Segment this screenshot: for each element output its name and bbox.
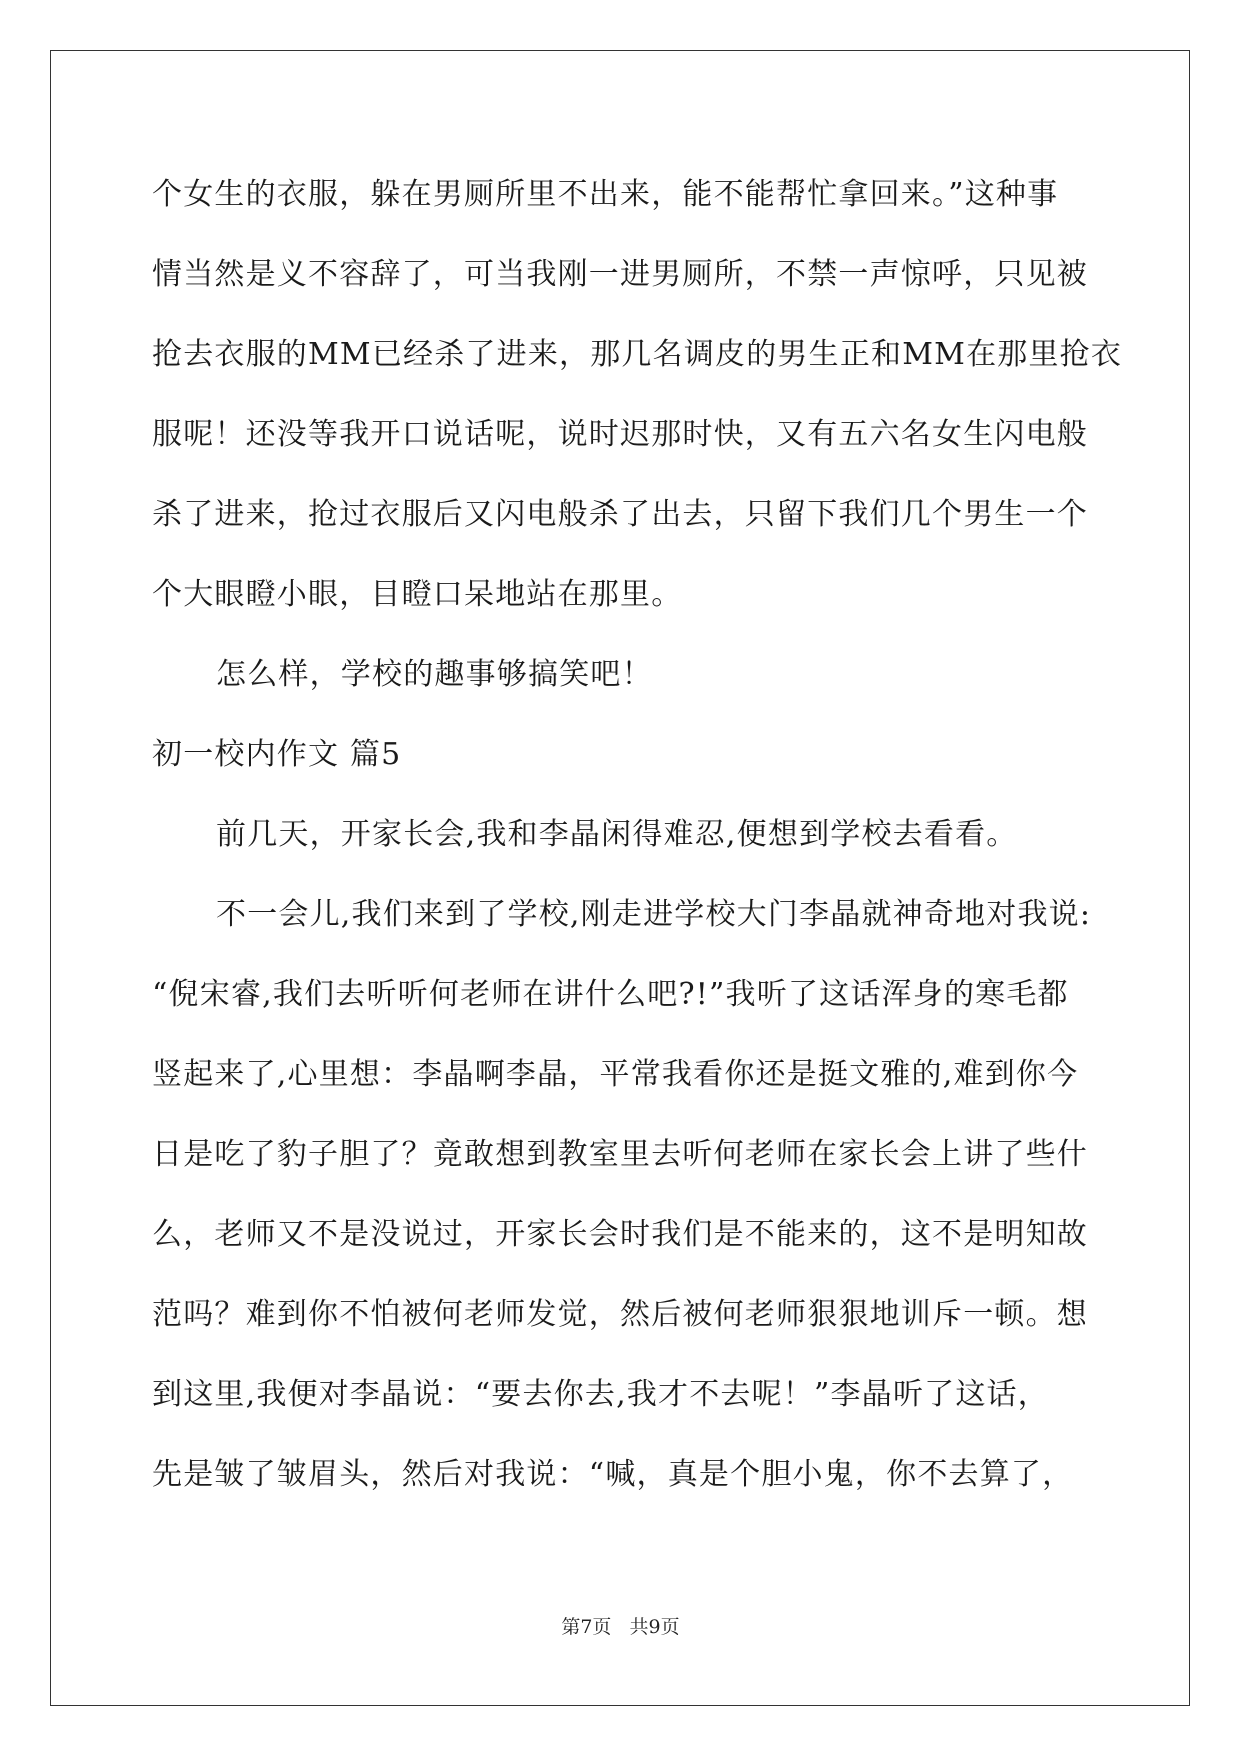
text-line: 范吗？难到你不怕被何老师发觉，然后被何老师狠狠地训斥一顿。想 xyxy=(152,1297,1088,1332)
section-heading: 初一校内作文 篇5 xyxy=(152,737,402,772)
text-line: 个大眼瞪小眼，目瞪口呆地站在那里。 xyxy=(152,577,683,612)
text-line: 不一会儿,我们来到了学校,刚走进学校大门李晶就神奇地对我说: xyxy=(216,897,1092,932)
text-line: 到这里,我便对李晶说：“要去你去,我才不去呢！”李晶听了这话， xyxy=(152,1377,1049,1412)
text-line: 先是皱了皱眉头，然后对我说：“喊，真是个胆小鬼，你不去算了， xyxy=(152,1457,1074,1492)
text-line: 情当然是义不容辞了，可当我刚一进男厕所，不禁一声惊呼，只见被 xyxy=(152,257,1088,292)
text-line: 服呢！还没等我开口说话呢，说时迟那时快，又有五六名女生闪电般 xyxy=(152,417,1088,452)
text-line: 怎么样，学校的趣事够搞笑吧！ xyxy=(216,657,653,692)
text-line: 竖起来了,心里想：李晶啊李晶，平常我看你还是挺文雅的,难到你今 xyxy=(152,1057,1079,1092)
document-body xyxy=(152,155,1123,1515)
text-line: 抢去衣服的MM已经杀了进来，那几名调皮的男生正和MM在那里抢衣 xyxy=(152,337,1123,372)
text-line: 么，老师又不是没说过，开家长会时我们是不能来的，这不是明知故 xyxy=(152,1217,1088,1252)
text-line: 杀了进来，抢过衣服后又闪电般杀了出去，只留下我们几个男生一个 xyxy=(152,497,1088,532)
page-number-footer: 第7页 共9页 xyxy=(561,1616,680,1638)
text-line: “倪宋睿,我们去听听何老师在讲什么吧?!”我听了这话浑身的寒毛都 xyxy=(152,977,1069,1012)
text-line: 个女生的衣服，躲在男厕所里不出来，能不能帮忙拿回来。”这种事 xyxy=(152,177,1059,212)
text-line: 前几天，开家长会,我和李晶闲得难忍,便想到学校去看看。 xyxy=(216,817,1018,852)
text-line: 日是吃了豹子胆了？竟敢想到教室里去听何老师在家长会上讲了些什 xyxy=(152,1137,1088,1172)
